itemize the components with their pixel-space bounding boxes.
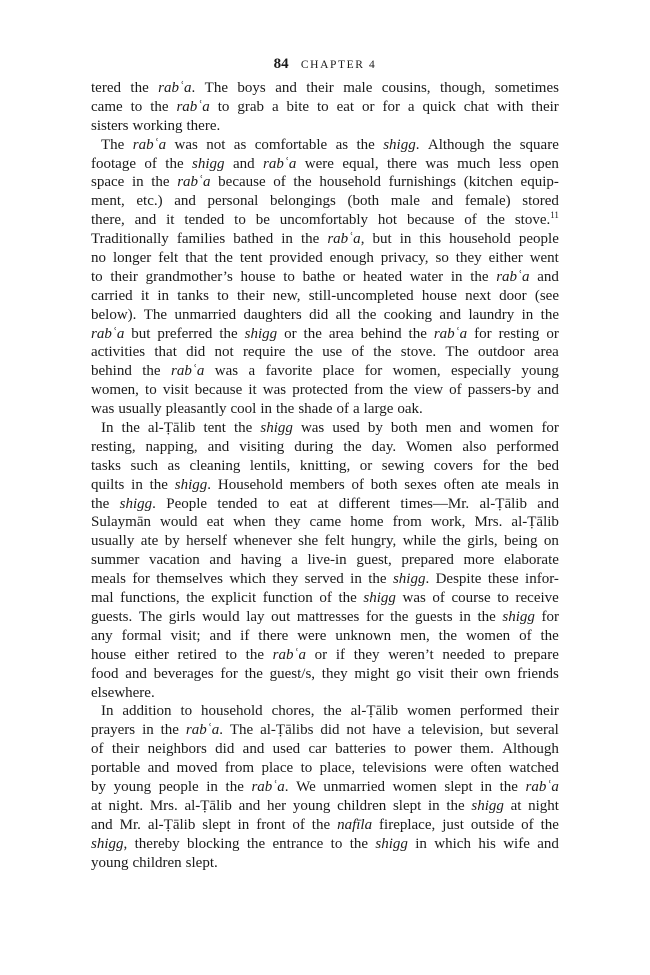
text-line: meals for themselves which they served in the shigg. Despite these infor- <box>91 571 559 588</box>
text-line: women, to visit because it was protected from the view of passers-by and <box>91 382 559 399</box>
text-line: usually ate by herself whenever she felt hungry, while the girls, being on <box>91 533 559 550</box>
text-line: elsewhere. <box>91 684 155 701</box>
text-line: no longer felt that the tent provided enough privacy, so they either went <box>91 250 559 267</box>
text-line: space in the rabʿa because of the household furnishings (kitchen equip- <box>91 174 559 191</box>
text-line: tered the rabʿa. The boys and their male cousins, though, sometimes <box>91 80 559 96</box>
text-line: prayers in the rabʿa. The al-Ṭālibs did not have a television, but several <box>91 722 559 739</box>
text-line: portable and moved from place to place, televisions were often watched <box>91 760 559 777</box>
text-line: food and beverages for the guest/s, they might go visit their own friends <box>91 665 559 682</box>
text-line: The rabʿa was not as comfortable as the shigg. Although the square <box>101 136 559 153</box>
body-text <box>91 79 559 872</box>
text-line: In the al-Ṭālib tent the shigg was used by both men and women for <box>101 420 559 437</box>
text-line: quilts in the shigg. Household members of both sexes often ate meals in <box>91 476 559 493</box>
text-line: to their grandmother’s house to bathe or heated water in the rabʿa and <box>91 268 559 285</box>
text-line: guests. The girls would lay out mattresses for the guests in the shigg for <box>91 608 559 625</box>
text-line: carried it in tanks to their new, still-uncompleted house next door (see <box>91 287 559 304</box>
text-line: was usually pleasantly cool in the shade of a large oak. <box>91 401 423 418</box>
text-line: and Mr. al-Ṭālib slept in front of the nafīla fireplace, just outside of the <box>91 816 559 833</box>
text-line: the shigg. People tended to eat at different times—Mr. al-Ṭālib and <box>91 495 559 512</box>
running-head <box>0 56 650 73</box>
text-line: ment, etc.) and personal belongings (both male and female) stored <box>91 193 559 210</box>
text-line: Sulaymān would eat when they came home from work, Mrs. al-Ṭālib <box>91 514 559 531</box>
text-line: by young people in the rabʿa. We unmarried women slept in the rabʿa <box>91 778 559 795</box>
chapter-label: CHAPTER 4 <box>300 59 377 71</box>
text-line: any formal visit; and if there were unknown men, the women of the <box>91 627 559 644</box>
text-line: Traditionally families bathed in the rabʿa, but in this household people <box>91 231 559 248</box>
text-line: sisters working there. <box>91 117 221 134</box>
text-line: of their neighbors did and used car batteries to power them. Although <box>91 741 559 758</box>
text-line: there, and it tended to be uncomfortably hot because of the stove.$^{11}$ <box>91 210 559 229</box>
text-line: In addition to household chores, the al-Ṭālib women performed their <box>101 703 559 720</box>
text-line: summer vacation and having a live-in guest, prepared more elaborate <box>91 552 559 569</box>
text-line: behind the rabʿa was a favorite place for women, especially young <box>91 363 559 380</box>
text-line: mal functions, the explicit function of the shigg was of course to receive <box>91 590 559 607</box>
text-line: resting, napping, and visiting during the day. Women also performed <box>91 438 559 455</box>
text-line: at night. Mrs. al-Ṭālib and her young children slept in the shigg at night <box>91 797 559 814</box>
text-line: below). The unmarried daughters did all the cooking and laundry in the <box>91 306 559 323</box>
text-line: tasks such as cleaning lentils, knitting, or sewing covers for the bed <box>91 457 559 474</box>
text-line: rabʿa but preferred the shigg or the area behind the rabʿa for resting or <box>91 325 559 342</box>
text-line: house either retired to the rabʿa or if they weren’t needed to prepare <box>91 646 559 663</box>
text-line: activities that did not require the use of the stove. The outdoor area <box>91 344 559 361</box>
text-line: footage of the shigg and rabʿa were equal, there was much less open <box>91 155 559 172</box>
text-line: came to the rabʿa to grab a bite to eat or for a quick chat with their <box>91 98 559 115</box>
text-line: shigg, thereby blocking the entrance to the shigg in which his wife and <box>91 835 559 852</box>
page-number: 84 <box>273 56 289 72</box>
text-line: young children slept. <box>91 854 218 871</box>
